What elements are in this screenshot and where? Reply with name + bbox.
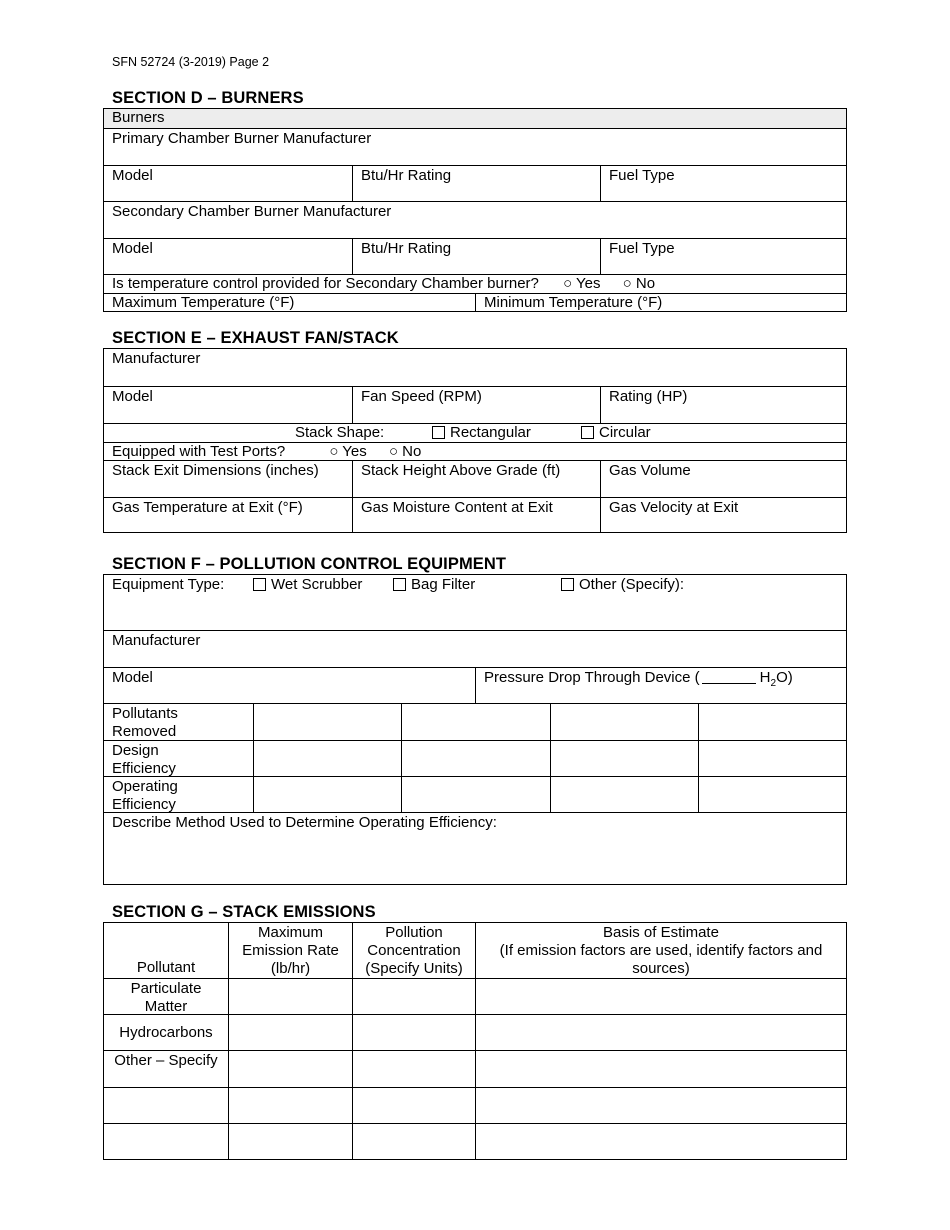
temp-control-row xyxy=(104,274,846,293)
pollutants-removed-cell[interactable] xyxy=(253,704,401,740)
temp-control-yes-radio[interactable]: ○ Yes xyxy=(563,275,601,292)
pce-model-field[interactable]: Model xyxy=(112,669,153,686)
operating-efficiency-cell[interactable] xyxy=(253,777,401,812)
equipment-type-row xyxy=(104,575,846,630)
fan-manufacturer-row[interactable] xyxy=(104,349,846,386)
operating-efficiency-row xyxy=(104,776,846,812)
pollutant-other-specify[interactable]: Other – Specify xyxy=(114,1052,218,1069)
pollutant-hydrocarbons: Hydrocarbons xyxy=(119,1024,213,1041)
emission-rate-cell[interactable] xyxy=(228,1051,352,1087)
pollutant-particulate: Particulate Matter xyxy=(130,980,202,1015)
concentration-cell[interactable] xyxy=(352,1015,475,1050)
equipment-type-label: Equipment Type: xyxy=(112,576,225,593)
fan-speed-field[interactable]: Fan Speed (RPM) xyxy=(352,387,600,423)
test-ports-yes-radio[interactable]: ○ Yes xyxy=(329,443,367,460)
pollutants-removed-row xyxy=(104,703,846,740)
section-f-table xyxy=(103,574,847,885)
other-equipment-label: Other (Specify): xyxy=(579,576,685,593)
secondary-btu-field[interactable]: Btu/Hr Rating xyxy=(352,239,600,274)
emission-rate-cell[interactable] xyxy=(228,1124,352,1159)
gas-volume-field[interactable]: Gas Volume xyxy=(600,461,846,497)
min-temp-field[interactable]: Minimum Temperature (°F) xyxy=(475,294,846,311)
fan-manufacturer-field[interactable]: Manufacturer xyxy=(112,350,201,367)
pce-manufacturer-field[interactable]: Manufacturer xyxy=(112,632,201,649)
rectangular-label: Rectangular xyxy=(450,424,531,441)
test-ports-row xyxy=(104,442,846,460)
primary-model-row xyxy=(104,165,846,201)
section-e-table xyxy=(103,348,847,533)
fan-model-row xyxy=(104,386,846,423)
design-efficiency-cell[interactable] xyxy=(698,741,846,776)
pressure-unit-subscript: 2 xyxy=(770,678,777,689)
stack-dimensions-row xyxy=(104,460,846,497)
emission-rate-cell[interactable] xyxy=(228,1015,352,1050)
pollutant-cell[interactable] xyxy=(104,1124,228,1159)
emissions-row-hydrocarbons xyxy=(104,1014,846,1050)
operating-efficiency-label: Operating Efficiency xyxy=(112,778,178,813)
test-ports-cell xyxy=(104,443,846,460)
pressure-unit-tail: O) xyxy=(776,669,793,686)
section-e-title: SECTION E – EXHAUST FAN/STACK xyxy=(112,329,399,347)
operating-efficiency-cell[interactable] xyxy=(698,777,846,812)
test-ports-no-radio[interactable]: ○ No xyxy=(388,443,422,460)
section-g-title: SECTION G – STACK EMISSIONS xyxy=(112,903,376,921)
pressure-unit-h: H xyxy=(759,669,771,686)
pce-model-row xyxy=(104,667,846,703)
section-f-title: SECTION F – POLLUTION CONTROL EQUIPMENT xyxy=(112,555,507,573)
rectangular-checkbox[interactable] xyxy=(432,426,445,439)
fan-rating-field[interactable]: Rating (HP) xyxy=(600,387,846,423)
design-efficiency-cell[interactable] xyxy=(550,741,698,776)
emission-rate-cell[interactable] xyxy=(228,979,352,1014)
secondary-fuel-field[interactable]: Fuel Type xyxy=(600,239,846,274)
secondary-manufacturer-field[interactable]: Secondary Chamber Burner Manufacturer xyxy=(112,203,392,220)
secondary-model-row xyxy=(104,238,846,274)
other-equipment-checkbox[interactable] xyxy=(561,578,574,591)
pressure-drop-blank[interactable] xyxy=(702,670,756,684)
gas-properties-row xyxy=(104,497,846,532)
temperature-row xyxy=(104,293,846,311)
emissions-row-blank xyxy=(104,1123,846,1159)
concentration-cell[interactable] xyxy=(352,1051,475,1087)
pressure-drop-field[interactable] xyxy=(475,668,846,703)
describe-method-row[interactable] xyxy=(104,812,846,884)
pressure-drop-label: Pressure Drop Through Device ( xyxy=(484,669,700,686)
operating-efficiency-cell[interactable] xyxy=(550,777,698,812)
basis-cell[interactable] xyxy=(475,1051,846,1087)
wet-scrubber-checkbox[interactable] xyxy=(253,578,266,591)
primary-model-field[interactable]: Model xyxy=(112,167,153,184)
rectangular-option[interactable] xyxy=(432,424,531,442)
pollutants-removed-cell[interactable] xyxy=(698,704,846,740)
design-efficiency-cell[interactable] xyxy=(253,741,401,776)
stack-emissions-table xyxy=(103,922,847,1160)
emission-rate-cell[interactable] xyxy=(228,1088,352,1123)
bag-filter-option[interactable] xyxy=(393,576,475,594)
secondary-manufacturer-row[interactable] xyxy=(104,201,846,238)
describe-method-field[interactable]: Describe Method Used to Determine Operating Efficiency: xyxy=(112,814,497,831)
primary-manufacturer-field[interactable]: Primary Chamber Burner Manufacturer xyxy=(112,130,372,147)
concentration-cell[interactable] xyxy=(352,1124,475,1159)
gas-temperature-field[interactable]: Gas Temperature at Exit (°F) xyxy=(112,499,303,516)
pollutant-cell[interactable] xyxy=(104,1088,228,1123)
test-ports-question: Equipped with Test Ports? xyxy=(112,443,286,460)
concentration-cell[interactable] xyxy=(352,979,475,1014)
stack-shape-label: Stack Shape: xyxy=(295,424,385,441)
section-d-title: SECTION D – BURNERS xyxy=(112,89,304,107)
circular-checkbox[interactable] xyxy=(581,426,594,439)
basis-cell[interactable] xyxy=(475,979,846,1014)
bag-filter-label: Bag Filter xyxy=(411,576,476,593)
design-efficiency-cell[interactable] xyxy=(401,741,550,776)
primary-fuel-field[interactable]: Fuel Type xyxy=(600,166,846,201)
primary-btu-field[interactable]: Btu/Hr Rating xyxy=(352,166,600,201)
pollutants-removed-cell[interactable] xyxy=(550,704,698,740)
col-basis-header: Basis of Estimate (If emission factors are used, identify factors and sources) xyxy=(475,923,846,978)
form-id: SFN 52724 (3-2019) Page 2 xyxy=(112,55,270,69)
temp-control-cell xyxy=(104,275,846,293)
emissions-row-particulate xyxy=(104,978,846,1014)
emissions-row-other xyxy=(104,1050,846,1087)
basis-cell[interactable] xyxy=(475,1015,846,1050)
basis-cell[interactable] xyxy=(475,1088,846,1123)
emissions-row-blank xyxy=(104,1087,846,1123)
design-efficiency-label: Design Efficiency xyxy=(112,742,176,777)
gas-moisture-field[interactable]: Gas Moisture Content at Exit xyxy=(352,498,600,532)
col-pollutant-header: Pollutant xyxy=(136,959,196,976)
primary-manufacturer-row[interactable] xyxy=(104,128,846,165)
col-max-emission-header: Maximum Emission Rate (lb/hr) xyxy=(228,923,352,978)
design-efficiency-row xyxy=(104,740,846,776)
gas-velocity-field[interactable]: Gas Velocity at Exit xyxy=(600,498,846,532)
max-temp-field[interactable]: Maximum Temperature (°F) xyxy=(112,294,295,311)
fan-model-field[interactable]: Model xyxy=(112,388,153,405)
other-equipment-option[interactable] xyxy=(561,576,684,594)
equipment-type-cell xyxy=(104,575,846,630)
wet-scrubber-option[interactable] xyxy=(253,576,362,594)
concentration-cell[interactable] xyxy=(352,1088,475,1123)
basis-cell[interactable] xyxy=(475,1124,846,1159)
stack-shape-row xyxy=(104,423,846,442)
operating-efficiency-cell[interactable] xyxy=(401,777,550,812)
temp-control-question: Is temperature control provided for Secondary Chamber burner? xyxy=(112,275,539,292)
temp-control-no-radio[interactable]: ○ No xyxy=(622,275,656,292)
circular-option[interactable] xyxy=(581,424,651,442)
stack-shape-cell xyxy=(104,424,846,442)
wet-scrubber-label: Wet Scrubber xyxy=(271,576,363,593)
circular-label: Circular xyxy=(599,424,651,441)
pollutants-removed-label: Pollutants Removed xyxy=(112,705,178,740)
burners-subheader-row xyxy=(104,109,846,128)
emissions-header-row xyxy=(104,923,846,978)
pce-manufacturer-row[interactable] xyxy=(104,630,846,667)
col-concentration-header: Pollution Concentration (Specify Units) xyxy=(352,923,475,978)
stack-height-field[interactable]: Stack Height Above Grade (ft) xyxy=(352,461,600,497)
stack-exit-dimensions-field[interactable]: Stack Exit Dimensions (inches) xyxy=(112,462,319,479)
burners-subheader: Burners xyxy=(112,109,165,126)
pollutants-removed-cell[interactable] xyxy=(401,704,550,740)
secondary-model-field[interactable]: Model xyxy=(112,240,153,257)
bag-filter-checkbox[interactable] xyxy=(393,578,406,591)
section-d-table xyxy=(103,108,847,312)
